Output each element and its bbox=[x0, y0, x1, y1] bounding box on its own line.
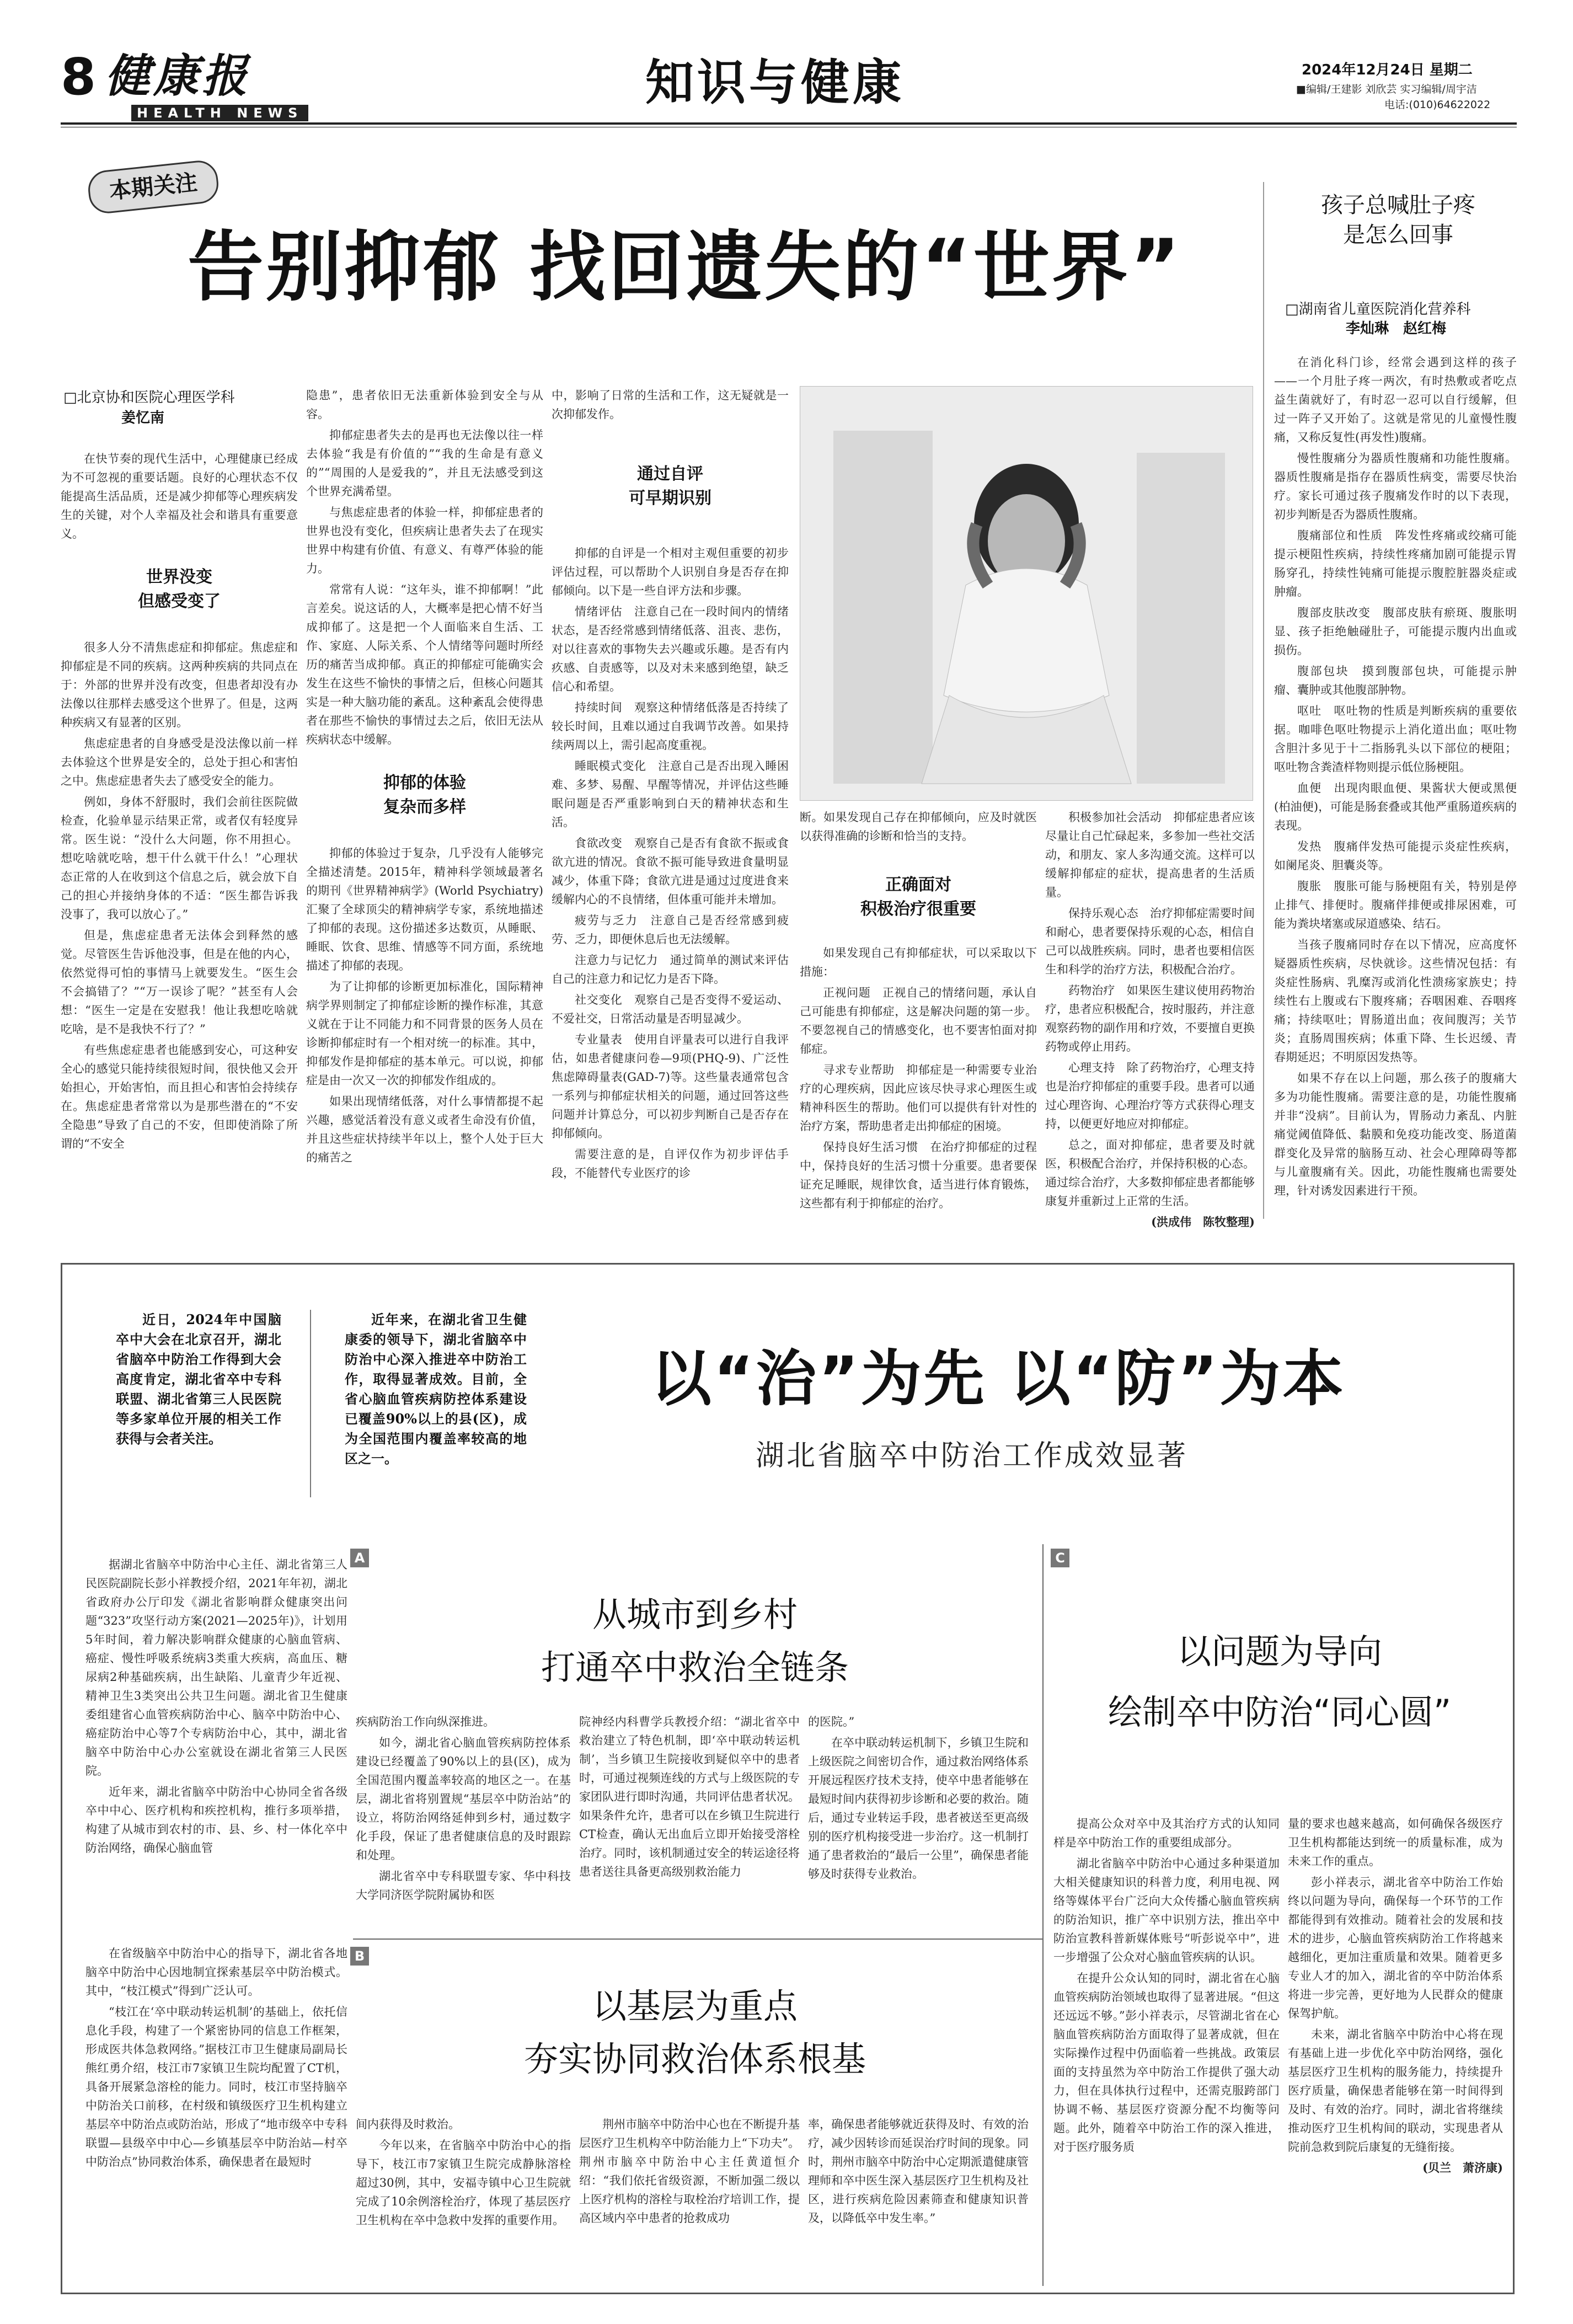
paragraph: 与焦虑症患者的体验一样，抑郁症患者的世界也没有变化，但疾病让患者失去了在现实世界中构建有价值、有意义、有尊严体验的能力。 bbox=[306, 506, 543, 575]
subheading-1: 世界没变 但感受变了 bbox=[138, 567, 221, 611]
b-col-2 bbox=[356, 2115, 571, 2286]
paragraph: 在提升公众认知的同时，湖北省在心脑血管疾病防治领域也取得了显著进展。“但这还远远不够。”彭小祥表示，尽管湖北省在心脑血管疾病防治方面取得了显著成就，但在实际操作过程中仍面临着一些挑战。政策层面的支持虽然为卒中防治工作提供了强大动力，但在具体执行过程中，还需克服跨部门协调不畅、基层医疗资源分配不均衡等问题。此外，随着卒中防治工作的深入推进，对于医疗服务质 bbox=[1053, 1972, 1280, 2154]
paragraph: 在快节奏的现代生活中，心理健康已经成为不可忽视的重要话题。良好的心理状态不仅能提高生活品质，还是减少抑郁等心理疾病发生的关键，对个人幸福及社会和谐具有重要意义。 bbox=[61, 452, 298, 540]
paragraph: 如今，湖北省心脑血管疾病防控体系建设已经覆盖了90%以上的县(区)，成为全国范围内覆盖率较高的地区之一。在基层，湖北省将别置规“基层卒中防治站”的设立，将防治网络延伸到乡村，通过数字化手段，保证了患者健康信息的及时跟踪和处理。 bbox=[356, 1736, 571, 1862]
paragraph: 寻求专业帮助 抑郁症是一种需要专业治疗的心理疾病，因此应该尽快寻求心理医生或精神科医生的帮助。他们可以提供有针对性的治疗方案，帮助患者走出抑郁症的困境。 bbox=[800, 1063, 1037, 1133]
paragraph: 腹部包块 摸到腹部包块，可能提示肿瘤、囊肿或其他腹部肿物。 bbox=[1274, 665, 1517, 697]
a-col-1 bbox=[85, 1555, 347, 1930]
paper-logo: 健康报 bbox=[105, 50, 250, 103]
paragraph: 积极参加社会活动 抑郁症患者应该尽量让自己忙碌起来，多参加一些社交活动，和朋友、家人多沟通交流。这样可以缓解抑郁症的症状，提高患者的生活质量。 bbox=[1045, 811, 1255, 899]
side-divider bbox=[1263, 182, 1264, 1219]
paragraph: 当孩子腹痛同时存在以下情况，应高度怀疑器质性疾病，尽快就诊。这些情况包括：有炎症性肠病、乳糜泻或消化性溃疡家族史；持续性右上腹或右下腹疼痛；吞咽困难、吞咽疼痛；持续呕吐；胃肠道出血；夜间腹泻；关节炎；直肠周围疾病；体重下降、生长迟缓、青春期延迟；不明原因发热等。 bbox=[1274, 938, 1517, 1064]
paragraph: 提高公众对卒中及其治疗方式的认知同样是卒中防治工作的重要组成部分。 bbox=[1053, 1817, 1280, 1849]
paragraph: 心理支持 除了药物治疗，心理支持也是治疗抑郁症的重要手段。患者可以通过心理咨询、心理治疗等方式获得心理支持，以便更好地应对抑郁症。 bbox=[1045, 1061, 1255, 1131]
paper-logo-en: HEALTH NEWS bbox=[131, 105, 308, 121]
paragraph: 隐患”，患者依旧无法重新体验到安全与从容。 bbox=[306, 389, 543, 421]
depressed-woman-photo bbox=[800, 386, 1253, 801]
main-col-5 bbox=[1045, 808, 1255, 1229]
paragraph: 需要注意的是，自评仅作为初步评估手段，不能替代专业医疗的诊 bbox=[552, 1148, 789, 1180]
paragraph: 腹胀 腹胀可能与肠梗阻有关，特别是停止排气、排便时。腹痛伴排便或排尿困难，可能为粪块堵塞或尿道感染、结石。 bbox=[1274, 880, 1517, 930]
paragraph: 有些焦虑症患者也能感到安心，可这种安全心的感觉只能持续很短时间，很快他又会开始担心，开始害怕，而且担心和害怕会持续存在。焦虑症患者常常以为是那些潜在的“不安全隐患”导致了自己的不安，但即使消除了所谓的“不安全 bbox=[61, 1043, 298, 1150]
paragraph: 近年来，湖北省脑卒中防治中心协同全省各级卒中中心、医疗机构和疾控机构，推行多项举措，构建了从城市到农村的市、县、乡、村一体化卒中防治网络，确保心脑血管 bbox=[85, 1785, 347, 1855]
paragraph: 疲劳与乏力 注意自己是否经常感到疲劳、乏力，即便休息后也无法缓解。 bbox=[552, 914, 789, 946]
paragraph: 焦虑症患者的自身感受是没法像以前一样去体验这个世界是安全的，总处于担心和害怕之中。焦虑症患者失去了感受安全的能力。 bbox=[61, 737, 298, 788]
intro-right-text: 近年来，在湖北省卫生健康委的领导下，湖北省脑卒中防治中心深入推进卒中防治工作，取得显著成效。目前，全省心脑血管疾病防控体系建设已覆盖90%以上的县(区)，成为全国范围内覆盖率较高的地区之一。 bbox=[345, 1311, 527, 1466]
paragraph: 的医院。” bbox=[808, 1715, 855, 1728]
section-title: 知识与健康 bbox=[645, 54, 905, 111]
paragraph: 腹痛部位和性质 阵发性疼痛或绞痛可能提示梗阻性疾病，持续性疼痛加剧可能提示胃肠穿孔，持续性钝痛可能提示腹腔脏器炎症或肿瘤。 bbox=[1274, 529, 1517, 598]
paragraph: 抑郁症患者失去的是再也无法像以往一样去体验“我是有价值的”“我的生命是有意义的”“周围的人是爱我的”，并且无法感受到这个世界充满希望。 bbox=[306, 429, 543, 498]
paragraph: “枝江在‘卒中联动转运机制’的基础上，依托信息化手段，构建了一个紧密协同的信息工作框架，形成医共体急救网络。”据枝江市卫生健康局副局长熊红勇介绍，枝江市7家镇卫生院均配置了CT机，具备开展紧急溶栓的能力。同时，枝江市坚持脑卒中防治关口前移，在村级和镇级医疗卫生机构建立基层卒中防治点或防治站，形成了“地市级卒中专科联盟—县级卒中中心—乡镇基层卒中防治站—村卒中防治点”协同救治体系，确保患者在最短时 bbox=[85, 2005, 347, 2168]
paragraph: 在消化科门诊，经常会遇到这样的孩子——一个月肚子疼一两次，有时热敷或者吃点益生菌就好了，有时忍一忍可以自行缓解，但过一阵子又开始了。这就是常见的儿童慢性腹痛，又称反复性(再发性)腹痛。 bbox=[1274, 356, 1517, 444]
paragraph: 据湖北省脑卒中防治中心主任、湖北省第三人民医院副院长彭小祥教授介绍，2021年年初，湖北省政府办公厅印发《湖北省影响群众健康突出问题“323”攻坚行动方案(2021—2025年)》，计划用5年时间，着力解决影响群众健康的心脑血管病、癌症、慢性呼吸系统病3类重大疾病，高血压、糖尿病2种基础疾病，出生缺陷、儿童青少年近视、精神卫生3类突出公共卫生问题。湖北省卫生健康委组建省心血管疾病防治中心、脑卒中防治中心、癌症防治中心等7个专病防治中心，其中，湖北省脑卒中防治中心办公室就设在湖北省第三人民医院。 bbox=[85, 1558, 347, 1777]
section-letter-a: A bbox=[350, 1549, 369, 1567]
paragraph: 院神经内科曹学兵教授介绍：“湖北省卒中救治建立了特色机制，即‘卒中联动转运机制’，当乡镇卫生院接收到疑似卒中的患者时，可通过视频连线的方式与上级医院的专家团队进行即时沟通，共同评估患者状况。如果条件允许，患者可以在乡镇卫生院进行CT检查，确认无出血后立即开始接受溶栓治疗。同时，该机制通过安全的转运途径将患者送往具备更高级别救治能力 bbox=[579, 1715, 800, 1878]
stroke-headline: 以“治”为先 以“防”为本 bbox=[651, 1343, 1346, 1414]
paragraph: 总之，面对抑郁症，患者要及时就医，积极配合治疗，并保持积极的心态。通过综合治疗，大多数抑郁症患者都能够康复并重新过上正常的生活。 bbox=[1045, 1138, 1255, 1208]
paragraph: 腹部皮肤改变 腹部皮肤有瘀斑、腹胀明显、孩子拒绝触碰肚子，可能提示腹内出血或损伤。 bbox=[1274, 606, 1517, 657]
main-col-4 bbox=[800, 808, 1037, 1222]
paragraph: 食欲改变 观察自己是否有食欲不振或食欲亢进的情况。食欲不振可能导致进食量明显减少，体重下降；食欲亢进是通过过度进食来缓解内心的不良情绪，但体重可能并未增加。 bbox=[552, 837, 789, 906]
b-col-3 bbox=[579, 2115, 800, 2286]
b-col-4 bbox=[808, 2115, 1029, 2286]
photo-illustration bbox=[800, 387, 1253, 800]
main-col-2 bbox=[306, 386, 543, 1222]
paragraph: 正视问题 正视自己的情绪问题，承认自己可能患有抑郁症，这是解决问题的第一步。不要忽视自己的情感变化，也不要害怕面对抑郁症。 bbox=[800, 986, 1037, 1056]
paragraph: 湖北省卒中专科联盟专家、华中科技大学同济医学院附属协和医 bbox=[356, 1870, 571, 1902]
paragraph: 断。如果发现自己存在抑郁倾向，应及时就医以获得准确的诊断和恰当的支持。 bbox=[800, 811, 1037, 843]
main-headline: 告别抑郁 找回遗失的“世界” bbox=[188, 223, 1183, 312]
paragraph: 量的要求也越来越高，如何确保各级医疗卫生机构都能达到统一的质量标准，成为未来工作的重点。 bbox=[1288, 1817, 1503, 1868]
paragraph: 彭小祥表示，湖北省卒中防治工作始终以问题为导向，确保每一个环节的工作都能得到有效推动。随着社会的发展和技术的进步，心脑血管疾病防治工作将越来越细化，更加注重质量和效果。随着更多专业人才的加入，湖北省的卒中防治体系将进一步完善，更好地为人民群众的健康保驾护航。 bbox=[1288, 1876, 1503, 2020]
section-letter-b: B bbox=[350, 1947, 369, 1966]
editors-line: ■编辑/王建影 刘欣芸 实习编辑/周宇洁 bbox=[1296, 83, 1477, 95]
paragraph: 抑郁的自评是一个相对主观但重要的初步评估过程，可以帮助个人识别自身是否存在抑郁倾向。以下是一些自评方法和步骤。 bbox=[552, 547, 789, 597]
paragraph: 例如，身体不舒服时，我们会前往医院做检查，化验单显示结果正常，或者仅有轻度异常。医生说：“没什么大问题，你不用担心。想吃啥就吃啥，想干什么就干什么！”心理状态正常的人在收到这个信息之后，就会放下自己的担心并接纳身体的不适：“医生都告诉我没事了，我可以放心了。” bbox=[61, 795, 298, 921]
intro-left bbox=[116, 1310, 281, 1508]
paragraph: 专业量表 使用自评量表可以进行自我评估，如患者健康问卷—9项(PHQ-9)、广泛性焦虑障碍量表(GAD-7)等。这些量表通常包含一系列与抑郁症状相关的问题，通过回答这些问题并计算总分，可以初步判断自己是否存在抑郁倾向。 bbox=[552, 1033, 789, 1140]
paragraph: 慢性腹痛分为器质性腹痛和功能性腹痛。器质性腹痛是指存在器质性病变，需要尽快治疗。家长可通过孩子腹痛发作时的以下表现，初步判断是否为器质性腹痛。 bbox=[1274, 452, 1517, 521]
paragraph: 如果不存在以上问题，那么孩子的腹痛大多为功能性腹痛。需要注意的是，功能性腹痛并非“没病”。目前认为，胃肠动力紊乱、内脏痛觉阈值降低、黏膜和免疫功能改变、肠道菌群变化及异常的脑肠互动、社会心理障碍等都与儿童腹痛有关。因此，功能性腹痛也需要处理，针对诱发因素进行干预。 bbox=[1274, 1072, 1517, 1197]
feature-tag-label: 本期关注 bbox=[108, 169, 199, 205]
main-author-unit: □北京协和医院心理医学科 bbox=[63, 389, 235, 406]
c-col-1 bbox=[1053, 1814, 1280, 2286]
c-col-2 bbox=[1288, 1814, 1503, 2286]
paragraph: 注意力与记忆力 通过简单的测试来评估自己的注意力和记忆力是否下降。 bbox=[552, 954, 789, 986]
section-b-title: 以基层为重点 夯实协同救治体系根基 bbox=[523, 1986, 866, 2079]
section-c-title: 以问题为导向 绘制卒中防治“同心圆” bbox=[1107, 1631, 1452, 1732]
paragraph: 间内获得及时救治。 bbox=[356, 2118, 460, 2131]
paragraph: 但是，焦虑症患者无法体会到释然的感觉。尽管医生告诉他没事，但是在他的内心，依然觉得可怕的事情马上就要发生。“医生会不会搞错了？”“万一误诊了呢？”甚至有人会想：“医生一定是在安慰我！他让我想吃啥就吃啥，是不是我快不行了？” bbox=[61, 929, 298, 1036]
phone-line: 电话:(010)64622022 bbox=[1384, 99, 1491, 111]
paragraph: 常常有人说：“这年头，谁不抑郁啊！”此言差矣。说这话的人，大概率是把心情不好当成抑郁了。这是把一个人面临来自生活、工作、家庭、人际关系、个人情绪等问题时所经历的痛苦当成抑郁。真正的抑郁症可能确实会发生在这些不愉快的事情之后，但核心问题其实是一种大脑功能的紊乱。这种紊乱会使得患者在那些不愉快的事情过去之后，依旧无法从疾病状态中缓解。 bbox=[306, 583, 543, 746]
intro-right bbox=[345, 1310, 527, 1508]
date-line: 2024年12月24日 星期二 bbox=[1302, 62, 1473, 78]
paragraph: 疾病防治工作向纵深推进。 bbox=[356, 1715, 495, 1728]
subheading-3: 通过自评 可早期识别 bbox=[629, 464, 711, 508]
paragraph: 为了让抑郁的诊断更加标准化，国际精神病学界则制定了抑郁症诊断的操作标准，其意义就在于让不同能力和不同背景的医务人员在诊断抑郁症时有一个相对统一的标准。其中，抑郁发作是抑郁症的基本单元。可以说，抑郁症是由一次又一次的抑郁发作组成的。 bbox=[306, 980, 543, 1087]
page-number: 8 bbox=[61, 47, 97, 106]
side-headline: 孩子总喊肚子疼 是怎么回事 bbox=[1321, 192, 1475, 248]
feature-tag bbox=[87, 159, 221, 215]
side-author-unit: □湖南省儿童医院消化营养科 bbox=[1285, 301, 1471, 318]
section-ab-divider bbox=[353, 1939, 1042, 1940]
paragraph: 今年以来，在省脑卒中防治中心的指导下，枝江市7家镇卫生院完成静脉溶栓超过30例，其中，安福寺镇中心卫生院就完成了10余例溶栓治疗，体现了基层医疗卫生机构在卒中急救中发挥的重要作用。 bbox=[356, 2139, 571, 2227]
main-col-3 bbox=[552, 386, 789, 1222]
paragraph: 在省级脑卒中防治中心的指导下，湖北省各地脑卒中防治中心因地制宜探索基层卒中防治模式。其中，“枝江模式”得到广泛认可。 bbox=[85, 1947, 347, 1998]
paragraph: 未来，湖北省脑卒中防治中心将在现有基础上进一步优化卒中防治网络，强化基层医疗卫生机构的服务能力，持续提升医疗质量，确保患者能够在第一时间得到及时、有效的治疗。同时，湖北省将继续推动医疗卫生机构间的联动，实现患者从院前急救到院后康复的无缝衔接。 bbox=[1288, 2028, 1503, 2154]
main-col-1 bbox=[61, 449, 298, 1222]
paragraph: 如果出现情绪低落，对什么事情都提不起兴趣，感觉活着没有意义或者生命没有价值，并且这些症状持续半年以上，整个人处于巨大的痛苦之 bbox=[306, 1095, 543, 1164]
paragraph: 持续时间 观察这种情绪低落是否持续了较长时间，且难以通过自我调节改善。如果持续两周以上，需引起高度重视。 bbox=[552, 701, 789, 752]
section-a-title: 从城市到乡村 打通卒中救治全链条 bbox=[541, 1594, 849, 1688]
paragraph: 情绪评估 注意自己在一段时间内的情绪状态，是否经常感到情绪低落、沮丧、悲伤，对以往喜欢的事物失去兴趣或乐趣。是否有内疚感、自责感等，以及对未来感到绝望，缺乏信心和希望。 bbox=[552, 605, 789, 693]
section-letter-c: C bbox=[1051, 1549, 1069, 1567]
masthead-rule bbox=[61, 122, 1517, 125]
paragraph: 率，确保患者能够就近获得及时、有效的治疗，减少因转诊而延误治疗时间的现象。同时，荆州市脑卒中防治中心定期派遣健康管理师和卒中医生深入基层医疗卫生机构及社区，进行疾病危险因素筛查和健康知识普及，以降低卒中发生率。” bbox=[808, 2118, 1029, 2225]
a-col-4 bbox=[808, 1712, 1029, 1933]
subheading-4: 正确面对 积极治疗很重要 bbox=[860, 875, 976, 919]
credit: (洪成伟 陈牧整理) bbox=[1151, 1215, 1255, 1229]
intro-left-text: 近日，2024年中国脑卒中大会在北京召开，湖北省脑卒中防治工作得到大会高度肯定，湖北省卒中专科联盟、湖北省第三人民医院等多家单位开展的相关工作获得与会者关注。 bbox=[116, 1311, 281, 1447]
stroke-subheadline: 湖北省脑卒中防治工作成效显著 bbox=[756, 1439, 1189, 1472]
paragraph: 药物治疗 如果医生建议使用药物治疗，患者应积极配合，按时服药，并注意观察药物的副作用和疗效，不要擅自更换药物或停止用药。 bbox=[1045, 984, 1255, 1053]
b-col-1 bbox=[85, 1944, 347, 2286]
paragraph: 发热 腹痛伴发热可能提示炎症性疾病，如阑尾炎、胆囊炎等。 bbox=[1274, 840, 1517, 872]
paragraph: 如果发现自己有抑郁症状，可以采取以下措施： bbox=[800, 946, 1037, 978]
credit: (贝兰 萧济康) bbox=[1422, 2161, 1503, 2175]
intro-divider bbox=[310, 1310, 311, 1497]
paragraph: 保持良好生活习惯 在治疗抑郁症的过程中，保持良好的生活习惯十分重要。患者要保证充足睡眠，规律饮食，适当进行体育锻炼，这些都有利于抑郁症的治疗。 bbox=[800, 1140, 1037, 1210]
paragraph: 很多人分不清焦虑症和抑郁症。焦虑症和抑郁症是不同的疾病。这两种疾病的共同点在于：外部的世界并没有改变，但患者却没有办法像以往那样去感受这个世界了。但是，这两种疾病又有显著的区别。 bbox=[61, 641, 298, 729]
side-author-name: 李灿琳 赵红梅 bbox=[1346, 320, 1447, 337]
paragraph: 社交变化 观察自己是否变得不爱运动、不爱社交，日常活动量是否明显减少。 bbox=[552, 993, 789, 1025]
paragraph: 睡眠模式变化 注意自己是否出现入睡困难、多梦、易醒、早醒等情况，并评估这些睡眠问题是否严重影响到白天的精神状态和生活。 bbox=[552, 759, 789, 829]
main-author-name: 姜忆南 bbox=[121, 410, 165, 426]
paragraph: 抑郁的体验过于复杂，几乎没有人能够完全描述清楚。2015年，精神科学领域最著名的期刊《世界精神病学》(World Psychiatry)汇聚了全球顶尖的精神病学专家，系统地描述了抑郁的表现。这份描述多达数页，从睡眠、睡眠、饮食、思维、情感等不同方面，系统地描述了抑郁的表现。 bbox=[306, 847, 543, 972]
subheading-2: 抑郁的体验 复杂而多样 bbox=[383, 773, 466, 817]
side-col bbox=[1274, 353, 1517, 1222]
paragraph: 在卒中联动转运机制下，乡镇卫生院和上级医院之间密切合作，通过救治网络体系开展远程医疗技术支持，使卒中患者能够在最短时间内获得初步诊断和必要的救治。随后，通过专业转运手段，患者被送至更高级别的医疗机构接受进一步治疗。这一机制打通了患者救治的“最后一公里”，确保患者能够及时获得专业救治。 bbox=[808, 1736, 1029, 1881]
paragraph: 呕吐 呕吐物的性质是判断疾病的重要依据。咖啡色呕吐物提示上消化道出血；呕吐物含胆汁多见于十二指肠乳头以下部位的梗阻；呕吐物含粪渣样物则提示低位肠梗阻。 bbox=[1274, 704, 1517, 774]
section-c-divider bbox=[1042, 1544, 1044, 2286]
paragraph: 湖北省脑卒中防治中心通过多种渠道加大相关健康知识的科普力度，利用电视、网络等媒体平台广泛向大众传播心脑血管疾病的防治知识，推广卒中识别方法，推出卒中防治宣教科普新媒体账号“听彭说卒中”，进一步增强了公众对心脑血管疾病的认识。 bbox=[1053, 1857, 1280, 1964]
paragraph: 血便 出现肉眼血便、果酱状大便或黑便(柏油便)，可能是肠套叠或其他严重肠道疾病的表现。 bbox=[1274, 781, 1517, 832]
a-col-3 bbox=[579, 1712, 800, 1933]
paragraph: 保持乐观心态 治疗抑郁症需要时间和耐心，患者要保持乐观的心态，相信自己可以战胜疾病。同时，患者也要相信医生和科学的治疗方法，积极配合治疗。 bbox=[1045, 907, 1255, 976]
a-col-2 bbox=[356, 1712, 571, 1933]
paragraph: 荆州市脑卒中防治中心也在不断提升基层医疗卫生机构卒中防治能力上“下功夫”。荆州市脑卒中防治中心主任黄道恒介绍：“我们依托省级资源，不断加强二级以上医疗机构的溶栓与取栓治疗培训工作，提高区域内卒中患者的抢救成功 bbox=[579, 2118, 800, 2225]
paragraph: 中，影响了日常的生活和工作，这无疑就是一次抑郁发作。 bbox=[552, 389, 789, 421]
